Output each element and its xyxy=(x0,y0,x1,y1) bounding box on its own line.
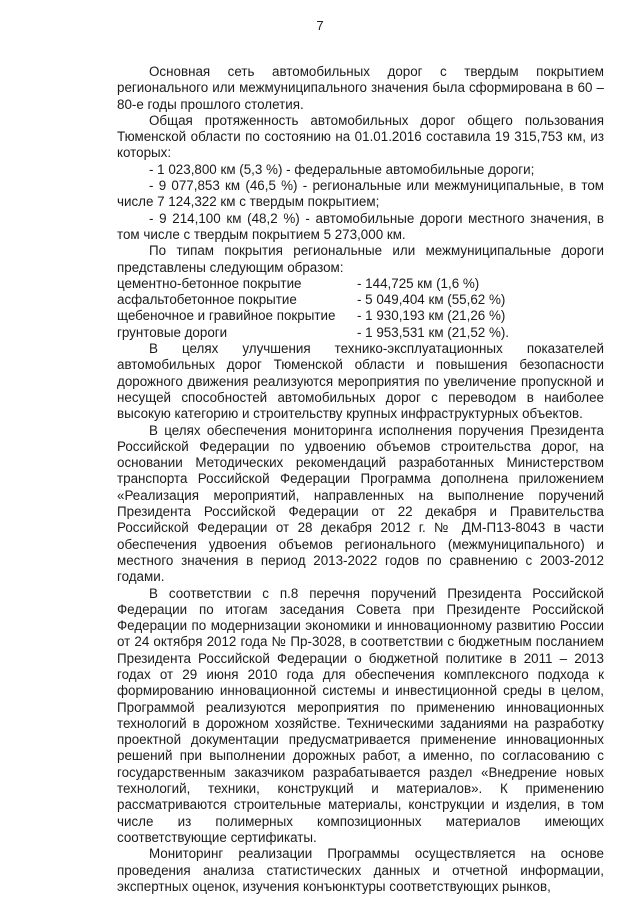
paragraph-monitoring-president: В целях обеспечения мониторинга исполнения поручения Президента Российской Федерации по удвоению объемов строительства дорог, на основании Методических рекомендаций разработанных Министерством транспорта Российской Федерации Программа дополнена приложением «Реализация мероприятий, направленных на выполнение поручений Президента Российской Федерации от 22 декабря и Правительства Российской Федерации от 28 декабря 2012 г. № ДМ-П13-8043 в части обеспечения удвоения объемов регионального (межмуниципального) и местного значения в период 2013-2022 годов по сравнению с 2003-2012 годами. xyxy=(117,422,604,585)
list-item-regional: - 9 077,853 км (46,5 %) - региональные или межмуниципальные, в том числе 7 124,322 км с твердым покрытием; xyxy=(117,178,604,210)
page-number: 7 xyxy=(316,18,324,33)
coverage-type: грунтовые дороги xyxy=(117,324,228,340)
paragraph-coverage-intro: По типам покрытия региональные или межмуниципальные дороги представлены следующим образом: xyxy=(117,243,604,275)
table-row xyxy=(117,276,509,292)
coverage-type: цементно-бетонное покрытие xyxy=(117,275,302,291)
paragraph-total-length: Общая протяженность автомобильных дорог общего пользования Тюменской области по состоянию на 01.01.2016 составила 19 315,753 км, из которых: xyxy=(117,112,604,161)
paragraph-program-monitoring: Мониторинг реализации Программы осуществляется на основе проведения анализа статистических данных и отчетной информации, экспертных оценок, изучения конъюнктуры соответствующих рынков, xyxy=(117,846,604,894)
coverage-value: - 1 953,531 км (21,52 %). xyxy=(357,324,510,340)
document-body xyxy=(117,64,604,895)
table-row xyxy=(117,292,509,308)
list-item-federal: - 1 023,800 км (5,3 %) - федеральные автомобильные дороги; xyxy=(149,161,535,177)
paragraph-innovation: В соответствии с п.8 перечня поручений Президента Российской Федерации по итогам заседания Совета при Президенте Российской Федерации по модернизации экономики и инновационному развитию России от 24 октября 2012 года № Пр-3028, в соответствии с бюджетным посланием Президента Российской Федерации о бюджетной политике в 2011 – 2013 годах от 29 июня 2010 года для обеспечения комплексного подхода к формированию инновационной системы и инвестиционной среды в целом, Программой реализуются мероприятия по применению инновационных технологий в дорожном хозяйстве. Техническими заданиями на разработку проектной документации предусматривается применение инновационных решений при выполнении дорожных работ, а именно, по согласованию с государственным заказчиком разрабатывается раздел «Внедрение новых технологий, техники, конструкций и материалов». К применению рассматриваются строительные материалы, конструкции и изделия, в том числе из полимерных композиционных материалов имеющих соответствующие сертификаты. xyxy=(117,585,604,845)
coverage-type: асфальтобетонное покрытие xyxy=(117,292,297,308)
coverage-value: - 5 049,404 км (55,62 %) xyxy=(357,292,506,308)
table-row xyxy=(117,325,509,341)
coverage-table xyxy=(117,276,509,341)
coverage-type: щебеночное и гравийное покрытие xyxy=(117,308,336,324)
coverage-value: - 1 930,193 км (21,26 %) xyxy=(357,308,506,324)
paragraph-network-history: Основная сеть автомобильных дорог с твердым покрытием регионального или межмуниципального значения была сформирована в 60 – 80-е годы прошлого столетия. xyxy=(117,64,604,112)
table-row xyxy=(117,308,509,324)
list-item-local: - 9 214,100 км (48,2 %) - автомобильные дороги местного значения, в том числе с твердым покрытием 5 273,000 км. xyxy=(117,210,604,242)
coverage-value: - 144,725 км (1,6 %) xyxy=(357,275,480,291)
paragraph-improvements: В целях улучшения технико-эксплуатационных показателей автомобильных дорог Тюменской области и повышения безопасности дорожного движения реализуются мероприятия по увеличение пропускной и несущей способностей автомобильных дорог с переводом в наиболее высокую категорию и строительству крупных инфраструктурных объектов. xyxy=(117,341,604,422)
